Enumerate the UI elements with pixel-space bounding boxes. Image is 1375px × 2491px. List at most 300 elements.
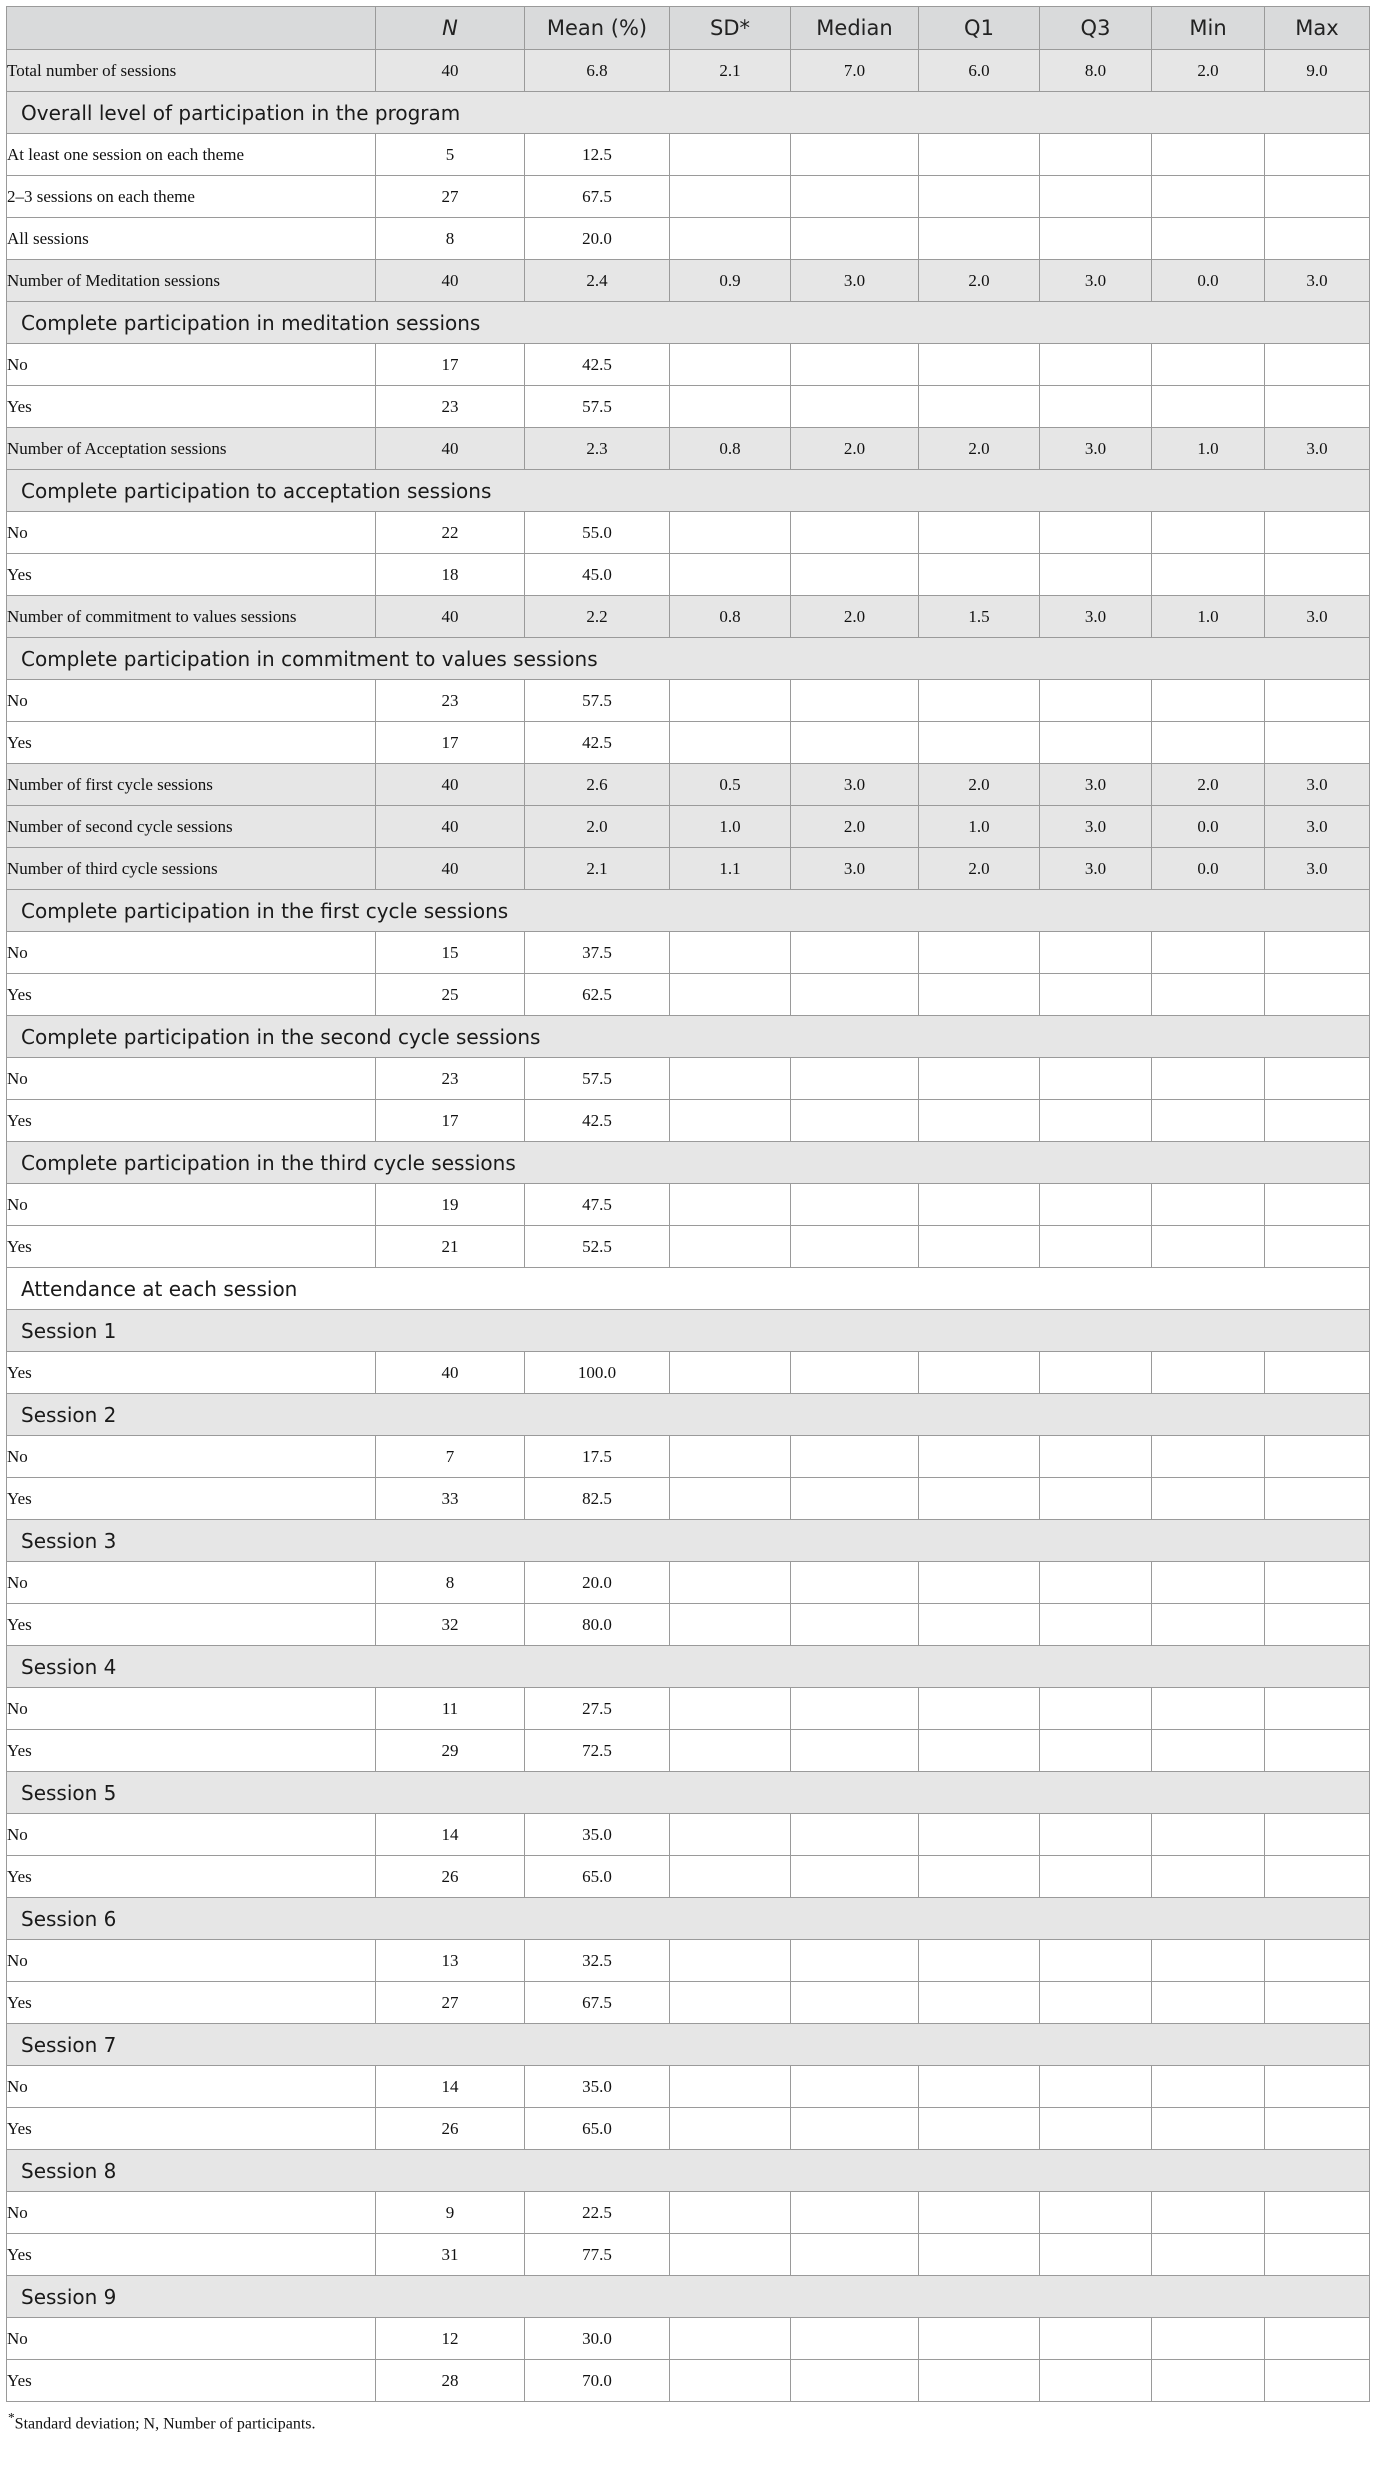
footnote [6, 2410, 1369, 2433]
row-label: No [7, 1184, 376, 1226]
cell-min [1152, 134, 1265, 176]
cell-q1 [919, 1352, 1040, 1394]
cell-q3: 3.0 [1040, 428, 1152, 470]
cell-min [1152, 1814, 1265, 1856]
section-header-label: Session 3 [7, 1520, 1370, 1562]
cell-max [1265, 2066, 1370, 2108]
cell-mean: 57.5 [525, 386, 670, 428]
cell-q3: 3.0 [1040, 806, 1152, 848]
cell-n: 18 [376, 554, 525, 596]
category-row [7, 2108, 1370, 2150]
cell-median [791, 344, 919, 386]
cell-sd [670, 2066, 791, 2108]
category-row [7, 680, 1370, 722]
row-label: No [7, 932, 376, 974]
cell-median [791, 176, 919, 218]
cell-min: 0.0 [1152, 260, 1265, 302]
cell-q3 [1040, 722, 1152, 764]
header-cell-max: Max [1265, 7, 1370, 50]
cell-sd [670, 2108, 791, 2150]
cell-q1 [919, 1184, 1040, 1226]
row-label: Yes [7, 1226, 376, 1268]
cell-n: 31 [376, 2234, 525, 2276]
row-label: No [7, 512, 376, 554]
stat-row [7, 596, 1370, 638]
cell-sd [670, 932, 791, 974]
section-header-label: Session 2 [7, 1394, 1370, 1436]
cell-mean: 100.0 [525, 1352, 670, 1394]
cell-median [791, 554, 919, 596]
cell-max [1265, 386, 1370, 428]
cell-mean: 6.8 [525, 50, 670, 92]
cell-q3: 3.0 [1040, 764, 1152, 806]
cell-n: 12 [376, 2318, 525, 2360]
cell-min [1152, 1100, 1265, 1142]
table-body [7, 50, 1370, 2402]
row-label: Number of Acceptation sessions [7, 428, 376, 470]
category-row [7, 554, 1370, 596]
cell-q1 [919, 134, 1040, 176]
cell-q3 [1040, 1604, 1152, 1646]
cell-max [1265, 932, 1370, 974]
cell-median [791, 932, 919, 974]
cell-median [791, 722, 919, 764]
cell-sd [670, 1604, 791, 1646]
cell-max: 3.0 [1265, 806, 1370, 848]
cell-max [1265, 512, 1370, 554]
cell-q3 [1040, 344, 1152, 386]
cell-min [1152, 932, 1265, 974]
cell-mean: 65.0 [525, 1856, 670, 1898]
cell-n: 32 [376, 1604, 525, 1646]
row-label: Yes [7, 1982, 376, 2024]
cell-n: 14 [376, 1814, 525, 1856]
cell-min [1152, 1226, 1265, 1268]
cell-mean: 47.5 [525, 1184, 670, 1226]
cell-q1 [919, 974, 1040, 1016]
cell-mean: 70.0 [525, 2360, 670, 2402]
section-header-row [7, 1520, 1370, 1562]
cell-mean: 22.5 [525, 2192, 670, 2234]
row-label: Yes [7, 2108, 376, 2150]
cell-median: 3.0 [791, 260, 919, 302]
cell-median [791, 1058, 919, 1100]
cell-sd [670, 1436, 791, 1478]
cell-sd [670, 1184, 791, 1226]
cell-q3 [1040, 512, 1152, 554]
row-label: No [7, 1814, 376, 1856]
category-row [7, 1352, 1370, 1394]
cell-q3 [1040, 2360, 1152, 2402]
cell-mean: 2.4 [525, 260, 670, 302]
cell-median [791, 2192, 919, 2234]
cell-q1 [919, 1100, 1040, 1142]
cell-max: 3.0 [1265, 260, 1370, 302]
category-row [7, 1814, 1370, 1856]
category-row [7, 1058, 1370, 1100]
cell-sd [670, 2234, 791, 2276]
cell-q3: 3.0 [1040, 260, 1152, 302]
cell-n: 27 [376, 1982, 525, 2024]
cell-sd [670, 2318, 791, 2360]
footnote-marker: * [8, 2410, 15, 2425]
category-row [7, 1730, 1370, 1772]
row-label: No [7, 680, 376, 722]
cell-median [791, 1688, 919, 1730]
cell-sd [670, 134, 791, 176]
cell-mean: 35.0 [525, 1814, 670, 1856]
cell-n: 7 [376, 1436, 525, 1478]
cell-q3 [1040, 1688, 1152, 1730]
cell-median [791, 1982, 919, 2024]
row-label: Yes [7, 1856, 376, 1898]
cell-mean: 37.5 [525, 932, 670, 974]
header-cell-sd: SD* [670, 7, 791, 50]
cell-sd [670, 1100, 791, 1142]
cell-median: 2.0 [791, 596, 919, 638]
cell-min [1152, 344, 1265, 386]
cell-q3 [1040, 2192, 1152, 2234]
section-header-label: Session 9 [7, 2276, 1370, 2318]
cell-mean: 80.0 [525, 1604, 670, 1646]
cell-q3 [1040, 1814, 1152, 1856]
cell-sd: 1.0 [670, 806, 791, 848]
cell-max: 9.0 [1265, 50, 1370, 92]
cell-mean: 67.5 [525, 176, 670, 218]
cell-sd [670, 386, 791, 428]
cell-q1 [919, 932, 1040, 974]
section-header-row [7, 1772, 1370, 1814]
cell-n: 26 [376, 2108, 525, 2150]
cell-median [791, 1814, 919, 1856]
stat-row [7, 806, 1370, 848]
cell-q3 [1040, 554, 1152, 596]
cell-q3: 3.0 [1040, 596, 1152, 638]
row-label: Yes [7, 1604, 376, 1646]
cell-q3 [1040, 218, 1152, 260]
cell-sd: 0.8 [670, 596, 791, 638]
category-row [7, 2360, 1370, 2402]
cell-sd [670, 680, 791, 722]
cell-q3 [1040, 1436, 1152, 1478]
cell-median: 2.0 [791, 806, 919, 848]
cell-n: 14 [376, 2066, 525, 2108]
cell-mean: 42.5 [525, 344, 670, 386]
cell-median [791, 2108, 919, 2150]
cell-n: 22 [376, 512, 525, 554]
cell-min: 1.0 [1152, 596, 1265, 638]
cell-q1: 2.0 [919, 848, 1040, 890]
row-label: Yes [7, 1730, 376, 1772]
section-header-row [7, 1646, 1370, 1688]
cell-mean: 2.0 [525, 806, 670, 848]
footnote-text: Standard deviation; N, Number of participants. [14, 2415, 316, 2433]
section-header-label: Complete participation in commitment to values sessions [7, 638, 1370, 680]
header-cell-q1: Q1 [919, 7, 1040, 50]
cell-max: 3.0 [1265, 848, 1370, 890]
category-row [7, 1604, 1370, 1646]
section-header-row [7, 1268, 1370, 1310]
cell-sd [670, 554, 791, 596]
cell-max [1265, 1478, 1370, 1520]
category-row [7, 386, 1370, 428]
category-row [7, 1688, 1370, 1730]
cell-mean: 72.5 [525, 1730, 670, 1772]
category-row [7, 1100, 1370, 1142]
cell-median [791, 1226, 919, 1268]
header-cell-q3: Q3 [1040, 7, 1152, 50]
cell-q1 [919, 2318, 1040, 2360]
row-label: Yes [7, 974, 376, 1016]
cell-q3: 3.0 [1040, 848, 1152, 890]
cell-mean: 57.5 [525, 680, 670, 722]
header-cell-median: Median [791, 7, 919, 50]
cell-n: 33 [376, 1478, 525, 1520]
cell-q1: 2.0 [919, 260, 1040, 302]
category-row [7, 1982, 1370, 2024]
cell-min: 1.0 [1152, 428, 1265, 470]
cell-q1 [919, 1478, 1040, 1520]
cell-mean: 35.0 [525, 2066, 670, 2108]
section-header-label: Complete participation to acceptation sessions [7, 470, 1370, 512]
cell-sd [670, 1856, 791, 1898]
cell-q1 [919, 512, 1040, 554]
cell-q1: 2.0 [919, 428, 1040, 470]
cell-sd [670, 722, 791, 764]
cell-mean: 82.5 [525, 1478, 670, 1520]
cell-median [791, 1604, 919, 1646]
category-row [7, 1184, 1370, 1226]
cell-max [1265, 134, 1370, 176]
cell-mean: 30.0 [525, 2318, 670, 2360]
cell-n: 29 [376, 1730, 525, 1772]
cell-n: 8 [376, 1562, 525, 1604]
row-label: Yes [7, 722, 376, 764]
cell-median [791, 1100, 919, 1142]
row-label: Number of third cycle sessions [7, 848, 376, 890]
cell-median [791, 1478, 919, 1520]
cell-q3 [1040, 1562, 1152, 1604]
cell-max [1265, 1436, 1370, 1478]
cell-q3 [1040, 1982, 1152, 2024]
cell-max [1265, 2318, 1370, 2360]
cell-q1 [919, 1058, 1040, 1100]
section-header-row [7, 302, 1370, 344]
cell-q3 [1040, 134, 1152, 176]
cell-mean: 62.5 [525, 974, 670, 1016]
row-label: No [7, 1058, 376, 1100]
cell-n: 40 [376, 428, 525, 470]
category-row [7, 2192, 1370, 2234]
cell-max [1265, 1352, 1370, 1394]
cell-mean: 2.2 [525, 596, 670, 638]
cell-n: 23 [376, 680, 525, 722]
cell-mean: 42.5 [525, 1100, 670, 1142]
cell-max [1265, 554, 1370, 596]
category-row [7, 1436, 1370, 1478]
cell-median [791, 2318, 919, 2360]
cell-max [1265, 1814, 1370, 1856]
category-row [7, 1940, 1370, 1982]
row-label: No [7, 344, 376, 386]
cell-q1 [919, 2066, 1040, 2108]
section-header-row [7, 2150, 1370, 2192]
row-label: Total number of sessions [7, 50, 376, 92]
cell-min [1152, 386, 1265, 428]
row-label: No [7, 2066, 376, 2108]
cell-max [1265, 1562, 1370, 1604]
section-header-label: Session 4 [7, 1646, 1370, 1688]
cell-median [791, 2360, 919, 2402]
cell-n: 17 [376, 344, 525, 386]
cell-max [1265, 1730, 1370, 1772]
cell-q1 [919, 1940, 1040, 1982]
cell-min [1152, 1352, 1265, 1394]
cell-q3 [1040, 2234, 1152, 2276]
cell-n: 23 [376, 386, 525, 428]
cell-min [1152, 554, 1265, 596]
row-label: No [7, 1562, 376, 1604]
cell-q3 [1040, 1730, 1152, 1772]
cell-q3 [1040, 1100, 1152, 1142]
cell-max [1265, 2108, 1370, 2150]
cell-sd [670, 176, 791, 218]
cell-min [1152, 1940, 1265, 1982]
cell-min [1152, 1730, 1265, 1772]
header-cell-n: N [376, 7, 525, 50]
cell-mean: 12.5 [525, 134, 670, 176]
cell-mean: 27.5 [525, 1688, 670, 1730]
cell-max: 3.0 [1265, 428, 1370, 470]
cell-q3 [1040, 1226, 1152, 1268]
cell-n: 40 [376, 848, 525, 890]
cell-mean: 55.0 [525, 512, 670, 554]
cell-min: 0.0 [1152, 848, 1265, 890]
category-row [7, 722, 1370, 764]
header-cell-mean: Mean (%) [525, 7, 670, 50]
cell-min [1152, 1184, 1265, 1226]
cell-min [1152, 2318, 1265, 2360]
cell-sd [670, 1730, 791, 1772]
cell-q3 [1040, 2108, 1152, 2150]
cell-q3 [1040, 974, 1152, 1016]
cell-q1 [919, 1604, 1040, 1646]
cell-q3 [1040, 1352, 1152, 1394]
cell-median [791, 2234, 919, 2276]
section-header-label: Session 5 [7, 1772, 1370, 1814]
section-header-label: Complete participation in the third cycle sessions [7, 1142, 1370, 1184]
cell-min [1152, 512, 1265, 554]
cell-median [791, 1352, 919, 1394]
cell-sd [670, 2360, 791, 2402]
cell-q3 [1040, 1184, 1152, 1226]
section-header-row [7, 92, 1370, 134]
cell-n: 21 [376, 1226, 525, 1268]
cell-mean: 42.5 [525, 722, 670, 764]
cell-min [1152, 176, 1265, 218]
cell-min [1152, 2360, 1265, 2402]
cell-median [791, 680, 919, 722]
category-row [7, 1226, 1370, 1268]
cell-n: 25 [376, 974, 525, 1016]
cell-q3 [1040, 176, 1152, 218]
cell-q1 [919, 218, 1040, 260]
category-row [7, 932, 1370, 974]
cell-sd [670, 218, 791, 260]
cell-max [1265, 974, 1370, 1016]
row-label: No [7, 2318, 376, 2360]
cell-sd: 0.5 [670, 764, 791, 806]
cell-n: 40 [376, 260, 525, 302]
row-label: At least one session on each theme [7, 134, 376, 176]
cell-sd: 1.1 [670, 848, 791, 890]
cell-q3 [1040, 1940, 1152, 1982]
cell-sd [670, 1982, 791, 2024]
cell-q1 [919, 176, 1040, 218]
cell-median [791, 134, 919, 176]
stat-row [7, 764, 1370, 806]
cell-max: 3.0 [1265, 596, 1370, 638]
cell-mean: 2.3 [525, 428, 670, 470]
section-header-label: Session 1 [7, 1310, 1370, 1352]
section-header-label: Complete participation in meditation sessions [7, 302, 1370, 344]
cell-median [791, 2066, 919, 2108]
cell-max [1265, 680, 1370, 722]
row-label: No [7, 1688, 376, 1730]
cell-q1: 6.0 [919, 50, 1040, 92]
cell-max [1265, 1982, 1370, 2024]
cell-q3 [1040, 2318, 1152, 2360]
cell-median: 3.0 [791, 764, 919, 806]
stat-row [7, 50, 1370, 92]
cell-q1 [919, 2360, 1040, 2402]
cell-min [1152, 1982, 1265, 2024]
cell-min [1152, 680, 1265, 722]
row-label: No [7, 2192, 376, 2234]
cell-median [791, 512, 919, 554]
cell-q1: 1.5 [919, 596, 1040, 638]
cell-min [1152, 218, 1265, 260]
category-row [7, 1562, 1370, 1604]
section-header-label: Overall level of participation in the program [7, 92, 1370, 134]
cell-sd [670, 1478, 791, 1520]
cell-sd [670, 974, 791, 1016]
cell-q1 [919, 2234, 1040, 2276]
cell-q1 [919, 344, 1040, 386]
cell-min [1152, 1688, 1265, 1730]
section-header-label: Session 7 [7, 2024, 1370, 2066]
cell-sd [670, 1814, 791, 1856]
cell-n: 40 [376, 50, 525, 92]
cell-q1 [919, 2192, 1040, 2234]
category-row [7, 974, 1370, 1016]
cell-q3 [1040, 932, 1152, 974]
row-label: No [7, 1436, 376, 1478]
row-label: Yes [7, 386, 376, 428]
cell-sd [670, 1352, 791, 1394]
cell-max [1265, 2360, 1370, 2402]
cell-q3 [1040, 680, 1152, 722]
cell-n: 40 [376, 596, 525, 638]
cell-max [1265, 722, 1370, 764]
cell-sd [670, 1940, 791, 1982]
row-label: Number of first cycle sessions [7, 764, 376, 806]
section-header-row [7, 638, 1370, 680]
cell-sd [670, 2192, 791, 2234]
cell-mean: 57.5 [525, 1058, 670, 1100]
cell-max [1265, 1688, 1370, 1730]
row-label: Yes [7, 2360, 376, 2402]
